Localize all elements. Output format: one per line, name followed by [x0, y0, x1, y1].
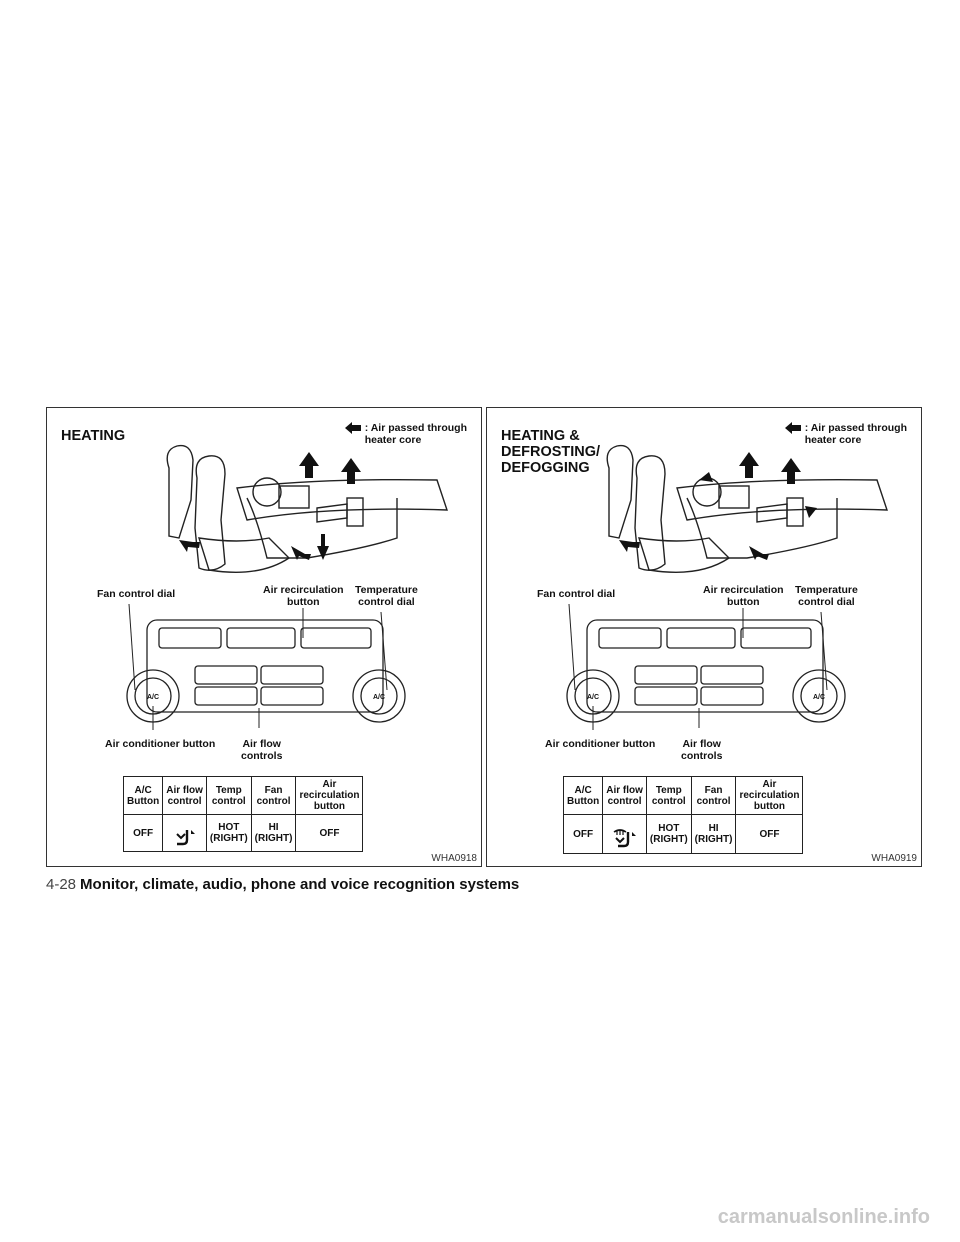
panel-title: HEATING: [61, 428, 126, 444]
svg-text:A/C: A/C: [372, 694, 386, 701]
table-header: Fan control: [251, 777, 296, 815]
table-cell: HOT (RIGHT): [646, 815, 691, 854]
table-cell-airflow: [163, 815, 207, 852]
section-title: Monitor, climate, audio, phone and voice recognition systems: [80, 876, 520, 893]
temperature-control-dial-label: Temperature control dial: [795, 584, 858, 608]
table-row: [564, 815, 803, 854]
legend-text: : Air passed through heater core: [804, 422, 907, 446]
legend: [785, 422, 907, 446]
table-header: Temp control: [206, 777, 251, 815]
svg-text:A/C: A/C: [812, 694, 826, 701]
table-cell: HOT (RIGHT): [206, 815, 251, 852]
floor-defrost-vent-icon: [612, 828, 638, 848]
floor-vent-icon: [173, 828, 197, 846]
svg-text:A/C: A/C: [146, 694, 160, 701]
temperature-control-dial-label: Temperature control dial: [355, 584, 418, 608]
heating-defrosting-figure-panel: [486, 407, 922, 867]
heater-core-arrow-icon: [345, 422, 361, 434]
air-recirculation-button-label: Air recirculation button: [263, 584, 344, 608]
air-flow-controls-label: Air flow controls: [241, 738, 283, 762]
settings-table: [563, 776, 803, 854]
fan-control-dial-label: Fan control dial: [97, 588, 176, 600]
table-cell: OFF: [124, 815, 163, 852]
air-conditioner-button-label: Air conditioner button: [545, 738, 656, 750]
table-header-row: [124, 777, 363, 815]
air-conditioner-button-label: Air conditioner button: [105, 738, 216, 750]
settings-table: [123, 776, 363, 852]
legend: [345, 422, 467, 446]
heater-core-arrow-icon: [785, 422, 801, 434]
air-flow-controls-label: Air flow controls: [681, 738, 723, 762]
table-cell: HI (RIGHT): [251, 815, 296, 852]
table-header: A/C Button: [564, 777, 603, 815]
table-row: [124, 815, 363, 852]
table-header-row: [564, 777, 803, 815]
table-header: Air recirculation button: [296, 777, 363, 815]
table-header: Temp control: [646, 777, 691, 815]
panel-title: HEATING & DEFROSTING/ DEFOGGING: [501, 428, 601, 476]
table-cell: HI (RIGHT): [691, 815, 736, 854]
table-header: Fan control: [691, 777, 736, 815]
page-footer: [46, 876, 519, 893]
fan-control-dial-label: Fan control dial: [537, 588, 616, 600]
table-header: Air flow control: [603, 777, 647, 815]
svg-text:A/C: A/C: [586, 694, 600, 701]
figure-code: WHA0919: [871, 853, 917, 864]
table-cell: OFF: [296, 815, 363, 852]
table-header: Air flow control: [163, 777, 207, 815]
table-cell-airflow: [603, 815, 647, 854]
table-cell: OFF: [736, 815, 803, 854]
heating-figure-panel: [46, 407, 482, 867]
page-number: 4-28: [46, 876, 77, 893]
air-recirculation-button-label: Air recirculation button: [703, 584, 784, 608]
table-header: Air recirculation button: [736, 777, 803, 815]
watermark: carmanualsonline.info: [717, 1206, 930, 1228]
table-cell: OFF: [564, 815, 603, 854]
figure-code: WHA0918: [431, 853, 477, 864]
table-header: A/C Button: [124, 777, 163, 815]
legend-text: : Air passed through heater core: [364, 422, 467, 446]
